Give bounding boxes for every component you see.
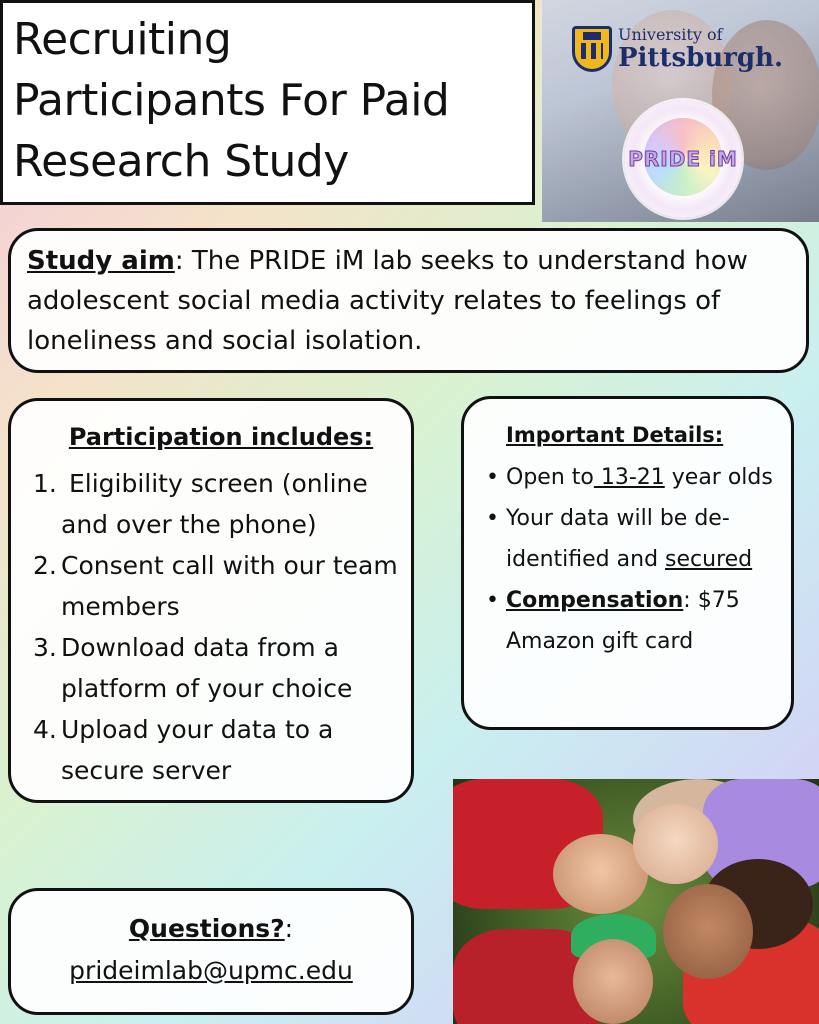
details-item-compensation: [484, 580, 777, 662]
questions-card: [8, 888, 414, 1015]
questions-colon: :: [284, 914, 294, 943]
list-item: [33, 545, 411, 627]
details-item-age: [484, 457, 777, 498]
list-item-number: 1.: [33, 469, 57, 498]
lab-logo-badge: [624, 100, 742, 218]
list-item-number: 4.: [33, 715, 57, 744]
list-item-text: Eligibility screen (online and over the phone): [61, 469, 368, 539]
university-logo: [572, 26, 783, 72]
title-line-2: Participants For Paid: [13, 75, 450, 126]
list-item-number: 2.: [33, 551, 57, 580]
age-prefix: Open to: [506, 465, 594, 490]
photo-face-4: [573, 939, 653, 1024]
university-line-1: University of: [618, 25, 723, 44]
study-aim-paragraph: [27, 241, 790, 361]
title-line-3: Research Study: [13, 136, 349, 187]
privacy-secured: secured: [665, 547, 753, 572]
study-aim-label: Study aim: [27, 246, 175, 276]
participation-card: [8, 398, 414, 803]
details-item-privacy: [484, 498, 777, 580]
list-item-number: 3.: [33, 633, 57, 662]
questions-heading: Questions?: [128, 914, 285, 943]
age-range: 13-21: [593, 465, 665, 490]
list-item-text: Consent call with our team members: [61, 551, 398, 621]
age-suffix: year olds: [664, 465, 773, 490]
title-line-1: Recruiting: [13, 14, 232, 65]
details-list: [484, 457, 777, 662]
list-item: [33, 463, 411, 545]
details-heading: Important Details:: [506, 423, 724, 447]
study-aim-card: [8, 228, 809, 373]
list-item: [33, 709, 411, 791]
photo-face-3: [663, 884, 753, 979]
compensation-text: : $75 Amazon gift card: [506, 588, 740, 654]
list-item: [33, 627, 411, 709]
hero-photo: [542, 0, 819, 222]
university-line-2: Pittsburgh.: [618, 43, 784, 73]
contact-email-link[interactable]: prideimlab@upmc.edu: [69, 956, 353, 985]
important-details-card: [461, 396, 794, 730]
university-wordmark: [618, 27, 783, 71]
photo-face-2: [633, 804, 718, 884]
list-item-text: Download data from a platform of your choice: [61, 633, 353, 703]
list-item-text: Upload your data to a secure server: [61, 715, 334, 785]
participation-heading: Participation includes:: [68, 423, 374, 451]
shield-icon: [572, 26, 612, 72]
lab-logo-text: PRIDE iM: [628, 147, 738, 171]
questions-heading-row: [11, 909, 411, 949]
participation-list: [11, 463, 411, 791]
compensation-label: Compensation: [506, 588, 684, 613]
study-aim-text: : The PRIDE iM lab seeks to understand how adolescent social media activity relates to feelings of loneliness and social isolation.: [27, 246, 748, 356]
title-box: [0, 0, 535, 205]
group-photo: [453, 779, 819, 1024]
privacy-text: Your data will be de-identified and: [506, 506, 730, 572]
